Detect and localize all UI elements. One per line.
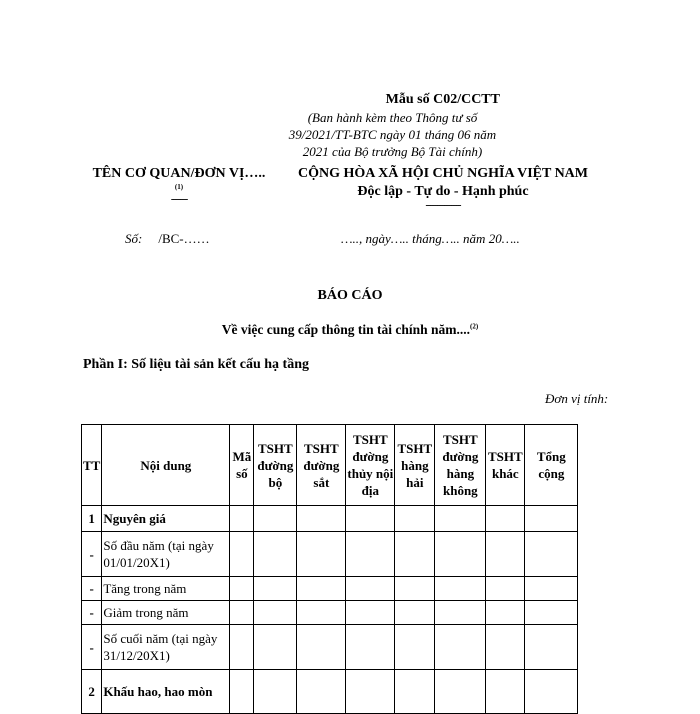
table-cell[interactable] (346, 670, 395, 714)
row-tt: - (82, 625, 102, 670)
part-title: Phần I: Số liệu tài sản kết cấu hạ tầng (83, 357, 309, 372)
table-cell[interactable] (395, 625, 435, 670)
header-road: TSHT đường bộ (254, 425, 297, 506)
table-row (82, 506, 578, 532)
row-content: Nguyên giá (102, 506, 230, 532)
table-cell[interactable] (254, 670, 297, 714)
table-row (82, 532, 578, 577)
table-cell[interactable] (254, 532, 297, 577)
table-cell[interactable] (435, 532, 486, 577)
agency-name: TÊN CƠ QUAN/ĐƠN VỊ….. (92, 166, 266, 181)
table-cell[interactable] (395, 601, 435, 625)
table-cell[interactable] (395, 532, 435, 577)
header-sea: TSHT hàng hải (395, 425, 435, 506)
table-cell[interactable] (230, 670, 254, 714)
row-content: Giảm trong năm (102, 601, 230, 625)
table-cell[interactable] (254, 625, 297, 670)
table-cell[interactable] (346, 506, 395, 532)
table-cell[interactable] (435, 670, 486, 714)
table-cell[interactable] (486, 532, 525, 577)
table-cell[interactable] (486, 506, 525, 532)
agency-footnote: (1) (174, 183, 184, 191)
report-subtitle-text: Về việc cung cấp thông tin tài chính năm.... (221, 322, 471, 337)
header-content: Nội dung (102, 425, 230, 506)
table-cell[interactable] (297, 625, 346, 670)
table-header-row (82, 425, 578, 506)
table-cell[interactable] (395, 506, 435, 532)
form-header (285, 92, 500, 160)
table-cell[interactable] (297, 577, 346, 601)
report-title: BÁO CÁO (317, 288, 383, 303)
table-cell[interactable] (230, 532, 254, 577)
table-cell[interactable] (435, 577, 486, 601)
header-rail: TSHT đường sắt (297, 425, 346, 506)
table-cell[interactable] (346, 601, 395, 625)
header-tt: TT (82, 425, 102, 506)
row-content: Khấu hao, hao mòn (102, 670, 230, 714)
row-tt: 1 (82, 506, 102, 532)
header-other: TSHT khác (486, 425, 525, 506)
table-cell[interactable] (230, 601, 254, 625)
table-cell[interactable] (297, 601, 346, 625)
number-value: /BC-…… (158, 231, 210, 246)
header-code: Mã số (230, 425, 254, 506)
table-cell[interactable] (525, 532, 578, 577)
number-label: Số: (125, 231, 143, 246)
table-cell[interactable] (346, 625, 395, 670)
nation-motto: Độc lập - Tự do - Hạnh phúc (357, 184, 529, 199)
table-cell[interactable] (525, 577, 578, 601)
table-cell[interactable] (525, 670, 578, 714)
table-cell[interactable] (230, 506, 254, 532)
table-cell[interactable] (297, 532, 346, 577)
table-cell[interactable] (297, 506, 346, 532)
nation-rule: --------------- (425, 200, 461, 211)
header-total: Tổng cộng (525, 425, 578, 506)
table-cell[interactable] (525, 625, 578, 670)
table-cell[interactable] (435, 625, 486, 670)
table-cell[interactable] (254, 601, 297, 625)
table-cell[interactable] (525, 601, 578, 625)
header-water: TSHT đường thủy nội địa (346, 425, 395, 506)
nation-block (288, 166, 598, 211)
table-row (82, 670, 578, 714)
table-cell[interactable] (435, 601, 486, 625)
document-number (125, 231, 210, 247)
table-cell[interactable] (395, 670, 435, 714)
row-content: Tăng trong năm (102, 577, 230, 601)
table-row (82, 625, 578, 670)
table-cell[interactable] (486, 670, 525, 714)
row-tt: - (82, 532, 102, 577)
table-cell[interactable] (254, 506, 297, 532)
data-table (81, 424, 578, 714)
row-tt: - (82, 577, 102, 601)
header-air: TSHT đường hàng không (435, 425, 486, 506)
report-subtitle-note: (2) (470, 322, 479, 331)
row-content: Số đầu năm (tại ngày 01/01/20X1) (102, 532, 230, 577)
table-cell[interactable] (230, 625, 254, 670)
table-cell[interactable] (346, 532, 395, 577)
agency-rule: ------- (170, 194, 188, 205)
table-row (82, 577, 578, 601)
table-cell[interactable] (525, 506, 578, 532)
table-cell[interactable] (297, 670, 346, 714)
row-tt: - (82, 601, 102, 625)
unit-label: Đơn vị tính: (545, 391, 609, 406)
table-cell[interactable] (395, 577, 435, 601)
form-note: (Ban hành kèm theo Thông tư số 39/2021/TT-BTC ngày 01 tháng 06 năm 2021 của Bộ trưởng Bộ Tài chính) (288, 110, 497, 159)
table-cell[interactable] (486, 601, 525, 625)
table-cell[interactable] (486, 625, 525, 670)
row-content: Số cuối năm (tại ngày 31/12/20X1) (102, 625, 230, 670)
form-code: Mẫu số C02/CCTT (385, 92, 500, 107)
table-cell[interactable] (254, 577, 297, 601)
agency-block (84, 166, 274, 205)
table-row (82, 601, 578, 625)
table-cell[interactable] (435, 506, 486, 532)
table-cell[interactable] (486, 577, 525, 601)
table-cell[interactable] (346, 577, 395, 601)
row-tt: 2 (82, 670, 102, 714)
nation-name: CỘNG HÒA XÃ HỘI CHỦ NGHĨA VIỆT NAM (297, 166, 588, 181)
report-subtitle (0, 322, 700, 338)
date-line: ….., ngày….. tháng….. năm 20….. (341, 231, 520, 246)
table-cell[interactable] (230, 577, 254, 601)
